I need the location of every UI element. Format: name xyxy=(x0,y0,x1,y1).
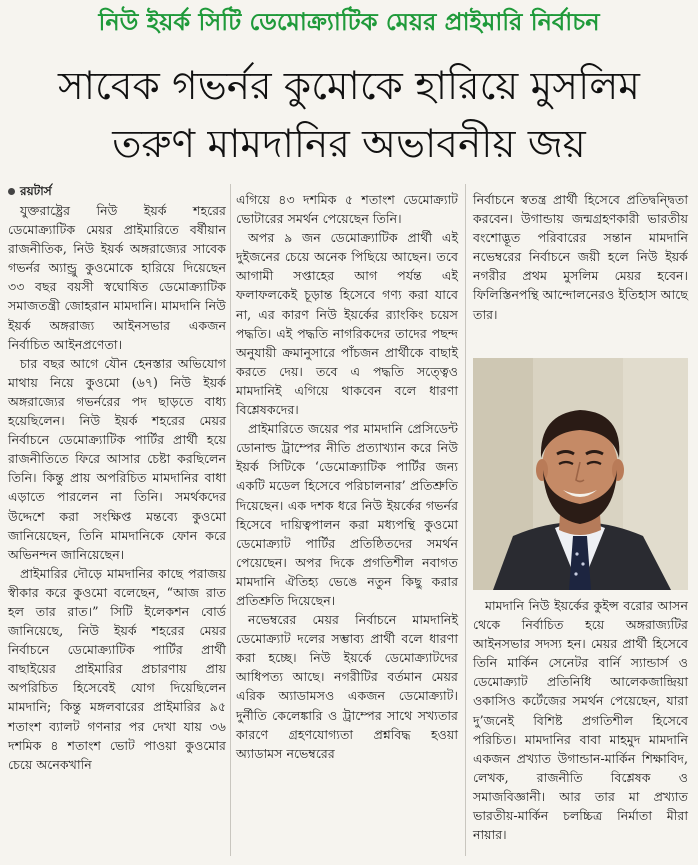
article-column-1 xyxy=(8,182,226,774)
paragraph: নির্বাচনে স্বতন্ত্র প্রার্থী হিসেবে প্রতিদ্বন্দ্বিতা করবেন। উগান্ডায় জন্মগ্রহণকারী ভারতীয় বংশোদ্ভূত পরিবারের সন্তান মামদানি নভেম্বরের নির্বাচনে জয়ী হলে নিউ ইয়র্ক নগরীর প্রথম মুসলিম মেয়র হবেন। ফিলিস্তিনপন্থি আন্দোলনেরও ইতিহাস আছে তার। xyxy=(473,192,688,322)
paragraph: এগিয়ে ৪৩ দশমিক ৫ শতাংশ ডেমোক্র্যাট ভোটারের সমর্থন পেয়েছেন তিনি। xyxy=(236,192,458,227)
article-column-3 xyxy=(473,190,688,324)
paragraph: নভেম্বরের মেয়র নির্বাচনে মামদানিই ডেমোক্র্যাট দলের সম্ভাব্য প্রার্থী বলে ধারণা করা হচ্ছে। নিউ ইয়র্কে ডেমোক্র্যাটদের আধিপত্য আছে। নগরীটির বর্তমান মেয়র এরিক অ্যাডামসও একজন ডেমোক্র্যাট। দুর্নীতি কেলেঙ্কারি ও ট্রাম্পের সাথে সখ্যতার কারণে গ্রহণযোগ্যতা প্রশ্নবিদ্ধ হওয়া অ্যাডামস নভেম্বরের xyxy=(236,612,458,761)
article-column-2 xyxy=(236,190,458,763)
paragraph: প্রাইমারিতে জয়ের পর মামদানি প্রেসিডেন্ট ডোনাল্ড ট্রাম্পের নীতি প্রত্যাখ্যান করে নিউ ইয়র্ক সিটিকে ‘ডেমোক্র্যাটিক পার্টির জন্য একটি মডেল হিসেবে পরিচালনার’ প্রতিশ্রুতি দিয়েছেন। এক দশক ধরে নিউ ইয়র্কের গভর্নর হিসেবে দায়িত্বপালন করা মধ্যপন্থি কুওমো ডেমোক্র্যাট পার্টির প্রতিষ্ঠিতদের সমর্থন পেয়েছেন। অপর দিকে প্রগতিশীল নবাগত মামদানি ঐতিহ্য ভেঙে নতুন কিছু করার প্রতিশ্রুতি দিয়েছেন। xyxy=(236,421,458,608)
column-rule xyxy=(465,184,466,856)
article-column-3-continued xyxy=(473,596,688,844)
headline-line-1: সাবেক গভর্নর কুমোকে হারিয়ে মুসলিম xyxy=(58,64,640,109)
bullet-icon xyxy=(8,188,15,195)
byline-text: রয়টার্স xyxy=(20,184,52,198)
paragraph: মামদানি নিউ ইয়র্কের কুইন্স বরোর আসন থেকে নির্বাচিত হয়ে অঙ্গরাজ্যটির আইনসভার সদস্য হন। মেয়র প্রার্থী হিসেবে তিনি মার্কিন সেনেটর বার্নি স্যান্ডার্স ও ডেমোক্র্যাট প্রতিনিধি আলেকজান্দ্রিয়া ওকাসিও কর্টেজের সমর্থন পেয়েছেন, যারা দু’জনেই বিশিষ্ট প্রগতিশীল হিসেবে পরিচিত। মামদানির বাবা মাহমুদ মামদানি একজন প্রখ্যাত উগান্ডান-মার্কিন শিক্ষাবিদ, লেখক, রাজনীতি বিশ্লেষক ও সমাজবিজ্ঞানী। আর তার মা প্রখ্যাত ভারতীয়-মার্কিন চলচ্চিত্র নির্মাতা মীরা নায়ার। xyxy=(473,598,688,843)
kicker-title: নিউ ইয়র্ক সিটি ডেমোক্র্যাটিক মেয়র প্রাইমারি নির্বাচন xyxy=(98,8,600,36)
paragraph: যুক্তরাষ্ট্রের নিউ ইয়র্ক শহরের ডেমোক্র্যাটিক মেয়র প্রাইমারিতে বর্ষীয়ান রাজনীতিক, নিউ ইয়র্ক অঙ্গরাজ্যের সাবেক গভর্নর অ্যান্ড্রু কুওমোকে হারিয়ে দিয়েছেন ৩৩ বছর বয়সী স্বঘোষিত ডেমোক্র্যাটিক সমাজতন্ত্রী জোহরান মামদানি। মামদানি নিউ ইয়র্ক অঙ্গরাজ্য আইনসভার একজন নির্বাচিত আইনপ্রণেতা। xyxy=(8,203,226,352)
paragraph: অপর ৯ জন ডেমোক্র্যাটিক প্রার্থী এই দুইজনের চেয়ে অনেক পিছিয়ে আছেন। তবে আগামী সপ্তাহের আগ পর্যন্ত এই ফলাফলকেই চূড়ান্ত হিসেবে গণ্য করা যাবে না, এর কারণ নিউ ইয়র্কের র‍্যাংকিং চয়েস পদ্ধতি। এই পদ্ধতি নাগরিকদের তাদের পছন্দ অনুযায়ী ক্রমানুসারে পাঁচজন প্রার্থীকে বাছাই করতে দেয়। তবে এ পদ্ধতি সত্ত্বেও মামদানিই এগিয়ে থাকবেন বলে ধারণা বিশ্লেষকদের। xyxy=(236,230,458,418)
headline-line-2: তরুণ মামদানির অভাবনীয় জয় xyxy=(112,122,586,167)
portrait-illustration xyxy=(473,358,688,590)
headline xyxy=(6,58,692,174)
paragraph: চার বছর আগে যৌন হেনস্তার অভিযোগ মাথায় নিয়ে কুওমো (৬৭) নিউ ইয়র্ক অঙ্গরাজ্যের গভর্নরের পদ ছাড়তে বাধ্য হয়েছিলেন। নিউ ইয়র্ক শহরের মেয়র নির্বাচনে ডেমোক্র্যাটিক পার্টির প্রার্থী হয়ে রাজনীতিতে ফিরে আসার চেষ্টা করছিলেন তিনি। কিন্তু প্রায় অপরিচিত মামদানির বাধা এড়াতে পারলেন না তিনি। সমর্থকদের উদ্দেশে করা সংক্ষিপ্ত মন্তব্যে কুওমো জানিয়েছেন, তিনি মামদানিকে ফোন করে অভিনন্দন জানিয়েছেন। xyxy=(8,355,226,562)
byline xyxy=(8,182,226,201)
paragraph: প্রাইমারির দৌড়ে মামদানির কাছে পরাজয় স্বীকার করে কুওমো বলেছেন, “আজ রাত হল তার রাত।” সিটি ইলেকশন বোর্ড জানিয়েছে, নিউ ইয়র্ক শহরের মেয়র নির্বাচনে ডেমোক্র্যাটিক পার্টির প্রার্থী বাছাইয়ের প্রাইমারির প্রচারণায় প্রায় অপরিচিত হিসেবেই যোগ দিয়েছিলেন মামদানি; কিন্তু মঙ্গলবারের প্রাইমারির ৯৫ শতাংশ ব্যালট গণনার পর দেখা যায় ৩৬ দশমিক ৪ শতাংশ ভোট পাওয়া কুওমোর চেয়ে অনেকখানি xyxy=(8,565,226,772)
portrait-photo xyxy=(473,358,688,590)
column-rule xyxy=(230,184,231,856)
